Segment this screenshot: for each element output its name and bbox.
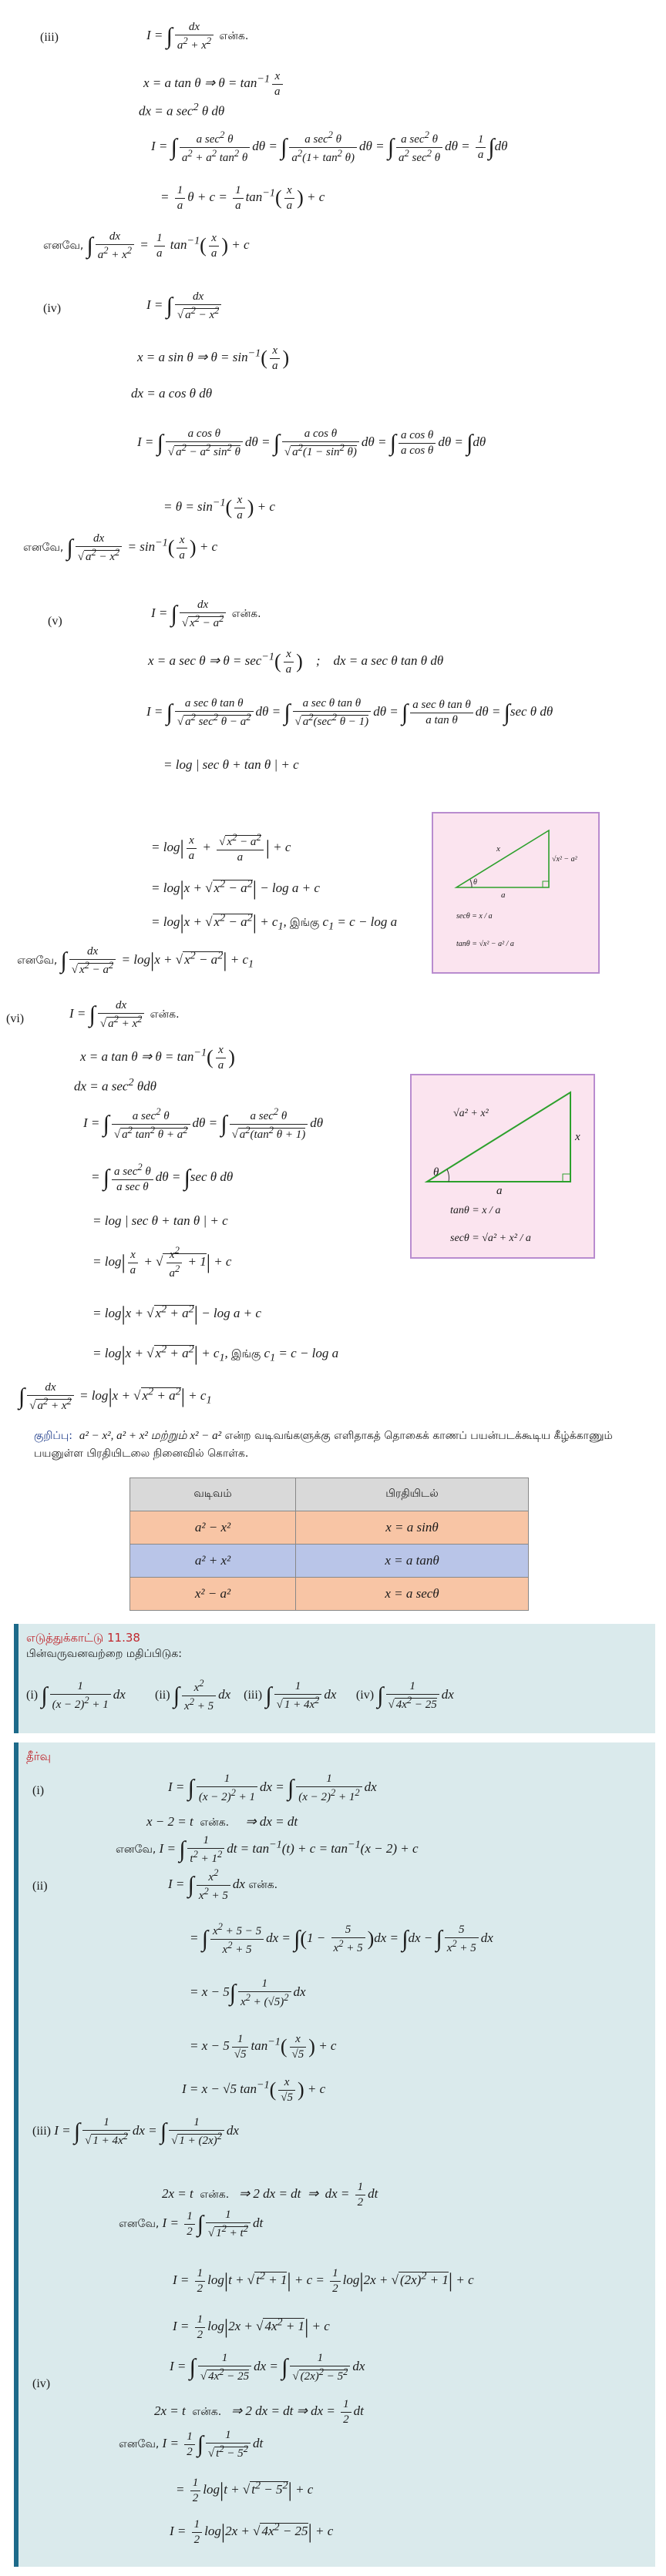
table-head-form: வடிவம் xyxy=(130,1478,296,1511)
eq-v-8: எனவே, ∫ $\frac{dx}{√ x^2 - a^2}$ = log|x + √ $x^2 - a^2| + c_1$ xyxy=(17,945,254,976)
sol-ii-4: = x − 5 $\frac{1}{√5}$ $\tan^{-1}$( $\frac{x}{√5}$ ) + c xyxy=(190,2033,337,2061)
angle-arc xyxy=(470,880,472,887)
table-cell-form: x² − a² xyxy=(130,1578,296,1611)
eq-vi-5: = ∫ $\frac{a \sec^2 \theta}{\text{a sec θ}}$ dθ = ∫sec θ dθ xyxy=(91,1162,234,1193)
table-cell-sub: x = a sinθ xyxy=(296,1511,529,1545)
sol-iii-2: 2x = t என்க. ⇒ 2 dx = dt ⇒ dx = $\frac{1}{2}$ dt xyxy=(162,2181,378,2209)
note-label: குறிப்பு: xyxy=(34,1430,72,1442)
note-forms: a² − x², a² + x² மற்றும் x² − a² xyxy=(79,1430,222,1442)
tri-v-opp: √x² − a² xyxy=(552,855,577,864)
sol-ii-1: I = ∫ $\frac{x^2}{x^2 + 5}$ dx என்க. xyxy=(168,1867,278,1902)
right-angle-mark xyxy=(543,881,549,887)
eq-iv-2: x = a sin θ ⇒ $\theta = \sin^{-1}$( $\frac{x}{a}$ ) xyxy=(137,344,290,372)
eq-vi-2: x = a tan θ ⇒ $\theta = \tan^{-1}$( $\frac{x}{a}$ ) xyxy=(80,1044,235,1072)
sol-label-ii: (ii) xyxy=(32,1880,48,1893)
enga-text: என்க. xyxy=(219,30,249,43)
eq-vi-4: I = ∫ $\frac{a \sec^2 \theta}{√ a^2 \tan^2 \theta + a^2}$ dθ = ∫ $\frac{a \sec^2 \theta}{√ a^2(\tan^2 \theta + 1)}$ dθ xyxy=(83,1106,324,1141)
sol-iii-1: (iii) I = ∫ $\frac{1}{√ 1 + 4x^2}$ dx = ∫ $\frac{1}{√ 1 + (2x)^2}$ dx xyxy=(32,2116,239,2147)
note-paragraph xyxy=(34,1427,643,1462)
tri-vi-sec: secθ = √a² + x² / a xyxy=(450,1233,531,1244)
sol-ii-3: = x − 5∫ $\frac{1}{x^2 + (√5)^2}$ dx xyxy=(190,1977,306,2008)
tri-vi-angle: θ xyxy=(433,1166,439,1179)
sol-i-2: x − 2 = t என்க. ⇒ dx = dt xyxy=(146,1814,298,1829)
eq-iii-2: x = a tan θ ⇒ $\theta = \tan^{-1}$ $\frac{x}{a}$ xyxy=(143,69,285,99)
sol-i-3: எனவே, I = ∫ $\frac{1}{t^2 + 1^2}$ dt = $\tan^{-1}(t) + c = \tan^{-1}(x - 2) + c$ xyxy=(116,1834,419,1865)
sol-ii-5: I = x − √5 $\tan^{-1}$( $\frac{x}{√5}$ ) + c xyxy=(182,2076,326,2104)
example-instruction: பின்வருவனவற்றை மதிப்பிடுக: xyxy=(26,1648,182,1660)
sol-iv-5: I = $\frac{1}{2}$ log|2x + √ $4x^2 - 25| + c$ xyxy=(170,2518,334,2546)
table-row xyxy=(130,1511,529,1545)
label-v: (v) xyxy=(48,615,62,628)
substitution-table xyxy=(130,1478,529,1611)
table-row xyxy=(130,1545,529,1578)
eq-vi-3: dx = a $\sec^2 \theta d\theta$ xyxy=(74,1076,157,1094)
triangle-vi-shape xyxy=(427,1092,570,1182)
tri-v-sec: secθ = x / a xyxy=(456,912,493,921)
eq-iii-3: dx = a $\sec^2 \theta$ dθ xyxy=(139,101,225,119)
eq-iv-1: I = ∫ $\frac{dx}{√ a^2 - x^2}$ xyxy=(146,290,224,323)
tri-v-hyp: x xyxy=(496,844,500,854)
sol-i-1: I = ∫ $\frac{1}{(x - 2)^2 + 1}$ dx = ∫ $\frac{1}{(x - 2)^2 + 1^2}$ dx xyxy=(168,1773,377,1803)
eq-vi-10: ∫ $\frac{dx}{√ a^2 + x^2}$ = log|x + √ $x^2 + a^2| + c_1$ xyxy=(18,1381,212,1412)
eq-v-4: = log | sec θ + tan θ | + c xyxy=(163,757,299,772)
sol-label-iv: (iv) xyxy=(32,2377,51,2390)
table-cell-sub: x = a tanθ xyxy=(296,1545,529,1578)
sol-iii-3: எனவே, I = $\frac{1}{2}$ ∫ $\frac{1}{√ 1^2 + t^2}$ dt xyxy=(119,2209,264,2239)
tri-v-angle: θ xyxy=(473,878,477,887)
eq-vi-6: = log | sec θ + tan θ | + c xyxy=(92,1213,228,1228)
tri-v-tan: tanθ = √x² − a² / a xyxy=(456,940,514,948)
sol-iv-3: எனவே, I = $\frac{1}{2}$ ∫ $\frac{1}{√ t^2 - 5^2}$ dt xyxy=(119,2429,264,2460)
eq-v-3: I = ∫ $\frac{\text{a sec θ tan θ}}{√ a^2 \sec^2 \theta - a^2}$ dθ = ∫ $\frac{\text{a sec θ tan θ}}{√ a^2(\sec^2 \theta - 1)}$ dθ = ∫ $\frac{\text{a sec θ tan θ}}{\text{a tan θ}}$ dθ = ∫sec θ dθ xyxy=(146,697,553,728)
sol-iv-1: I = ∫ $\frac{1}{√ 4x^2 - 25}$ dx = ∫ $\frac{1}{√ (2x)^2 - 5^2}$ dx xyxy=(170,2352,365,2383)
eq-iii-6: எனவே, ∫ $\frac{dx}{a^2 + x^2}$ = $\frac{1}{a}$ $\tan^{-1}$( $\frac{x}{a}$ ) + c xyxy=(43,230,250,261)
triangle-figure-vi xyxy=(410,1074,595,1259)
eq-iv-4: I = ∫ $\frac{\text{a cos θ}}{√ a^2 - a^2 \sin^2 \theta}$ dθ = ∫ $\frac{\text{a cos θ}}{√ a^2(1 - \sin^2 \theta)}$ dθ = ∫ $\frac{\text{a cos θ}}{\text{a cos θ}}$ dθ = ∫dθ xyxy=(137,428,486,458)
sol-iii-4: I = $\frac{1}{2}$ log|t + √ $t^2 + 1| + c$ = $\frac{1}{2}$ log|2x + √ $(2x)^2 + 1| + c$ xyxy=(173,2267,474,2295)
example-box xyxy=(14,1624,655,1733)
eq-v-5: = log| $\frac{x}{a}$ + $\frac{√ x^2 - a^2}{a}$ | + c xyxy=(151,832,291,864)
eq-iii-1: I = ∫ $\frac{dx}{a^2 + x^2}$ என்க. xyxy=(146,21,249,52)
eq-iii-4: I = ∫ $\frac{a \sec^2 \theta}{a^2 + a^2 \tan^2 \theta}$ dθ = ∫ $\frac{a \sec^2 \theta}{a^2(1+ \tan^2 \theta)}$ dθ = ∫ $\frac{a \sec^2 \theta}{a^2 \sec^2 \theta}$ dθ = $\frac{1}{a}$ ∫dθ xyxy=(151,129,508,164)
eq-vi-7: = log| $\frac{x}{a}$ + √ $\frac{x^2}{a^2}$ + 1| + c xyxy=(92,1245,232,1280)
eq-vi-8: = log|x + √ $x^2 + a^2| - \log a + c$ xyxy=(92,1303,261,1325)
label-iv: (iv) xyxy=(43,302,62,315)
eq-v-6: = log|x + √ $x^2 - a^2| - \log a + c$ xyxy=(151,877,320,900)
tri-vi-hyp: √a² + x² xyxy=(453,1108,489,1119)
table-head-sub: பிரதியிடல் xyxy=(296,1478,529,1511)
solution-title: தீர்வு xyxy=(26,1749,51,1763)
solution-box xyxy=(14,1742,655,2567)
tri-vi-tan: tanθ = x / a xyxy=(450,1205,501,1216)
eq-iv-5: = $\theta = \sin^{-1}$( $\frac{x}{a}$ ) + c xyxy=(163,494,275,522)
table-cell-form: a² − x² xyxy=(130,1511,296,1545)
triangle-figure-v xyxy=(432,812,600,974)
sol-label-i: (i) xyxy=(32,1784,45,1797)
right-angle-mark-vi xyxy=(563,1174,570,1182)
eq-iv-6: எனவே, ∫ $\frac{dx}{√ a^2 - x^2}$ = $\sin^{-1}$( $\frac{x}{a}$ ) + c xyxy=(23,532,218,563)
eq-v-1: I = ∫ $\frac{dx}{√ x^2 - a^2}$ என்க. xyxy=(151,599,261,629)
triangle-vi-svg xyxy=(412,1075,594,1257)
eq-iv-3: dx = a cos θ dθ xyxy=(131,386,213,401)
sol-label-iii: (iii) xyxy=(32,2125,51,2138)
sol-iv-2: 2x = t என்க. ⇒ 2 dx = dt ⇒ dx = $\frac{1}{2}$ dt xyxy=(154,2398,364,2426)
tri-vi-opp: x xyxy=(575,1131,580,1143)
label-vi: (vi) xyxy=(6,1012,25,1025)
eq-v-2: x = a sec θ ⇒ $\theta = \sec^{-1}$( $\frac{x}{a}$ ) ; dx = a sec θ tan θ dθ xyxy=(148,648,444,676)
eq-vi-9: = log|x + √ $x^2 + a^2| + c_1$, இங்கு $c_1 = c - \log a$ xyxy=(92,1343,339,1365)
tri-v-adj: a xyxy=(501,891,506,900)
note-text: என்ற வடிவங்களுக்கு எளிதாகத் தொகைக் காணப் பயன்படக்கூடிய கீழ்க்காணும் பயனுள்ள பிரதியிடலை நினைவில் கொள்க. xyxy=(34,1430,613,1460)
label-iii: (iii) xyxy=(40,31,59,44)
example-parts: (i) ∫ $\frac{1}{(x - 2)^2 + 1}$ dx (ii) ∫ $\frac{x^2}{x^2 + 5}$ dx (iii) ∫ $\frac{1}{√ 1 + 4x^2}$ dx (iv) ∫ $\frac{1}{√ 4x^2 - 25}$ dx xyxy=(26,1678,454,1712)
example-title: எடுத்துக்காட்டு 11.38 xyxy=(26,1631,140,1645)
sol-iv-4: = $\frac{1}{2}$ log|t + √ $t^2 - 5^2| + c$ xyxy=(176,2477,314,2504)
table-cell-form: a² + x² xyxy=(130,1545,296,1578)
tri-vi-adj: a xyxy=(496,1185,503,1197)
enave-text: எனவே, xyxy=(43,240,84,253)
sol-ii-2: = ∫ $\frac{x^2 + 5 - 5}{x^2 + 5}$ dx = ∫(1 − $\frac{5}{x^2 + 5}$ )dx = ∫dx − ∫ $\frac{5}{x^2 + 5}$ dx xyxy=(190,1921,493,1956)
eq-iii-5: = $\frac{1}{a}$ θ + c = $\frac{1}{a}$ $\tan^{-1}$( $\frac{x}{a}$ ) + c xyxy=(160,184,325,212)
table-cell-sub: x = a secθ xyxy=(296,1578,529,1611)
eq-v-7: = log|x + √ $x^2 - a^2| + c_1$, இங்கு $c_1 = c - \log a$ xyxy=(151,911,398,934)
angle-arc-vi xyxy=(447,1169,449,1182)
triangle-v-svg xyxy=(433,813,598,972)
sol-iii-5: I = $\frac{1}{2}$ log|2x + √ $4x^2 + 1| + c$ xyxy=(173,2313,330,2341)
triangle-v-shape xyxy=(456,830,549,887)
table-row xyxy=(130,1578,529,1611)
eq-vi-1: I = ∫ $\frac{dx}{√ a^2 + x^2}$ என்க. xyxy=(69,999,180,1030)
